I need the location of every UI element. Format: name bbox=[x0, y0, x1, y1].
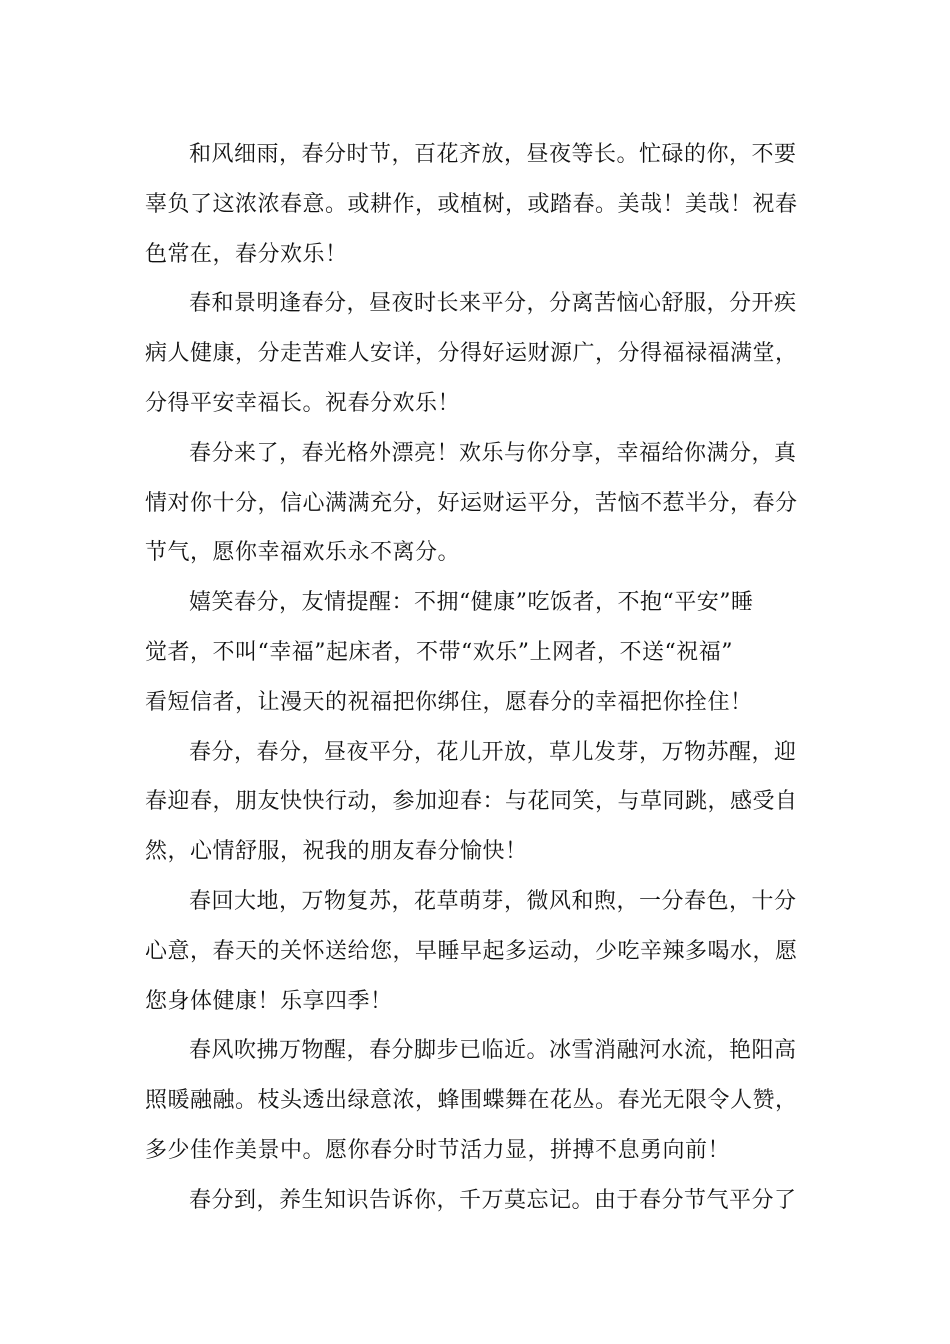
paragraph-line: 辜负了这浓浓春意。或耕作，或植树，或踏春。美哉！美哉！祝春 bbox=[145, 191, 798, 217]
paragraph-line: 觉者，不叫“幸福”起床者，不带“欢乐”上网者，不送“祝福” bbox=[145, 639, 733, 665]
paragraph-line: 情对你十分，信心满满充分，好运财运平分，苦恼不惹半分，春分 bbox=[145, 490, 798, 516]
paragraph bbox=[145, 1176, 807, 1226]
paragraph bbox=[145, 130, 807, 279]
paragraph-line: 心意，春天的关怀送给您，早睡早起多运动，少吃辛辣多喝水，愿 bbox=[145, 938, 798, 964]
paragraph-line: 然，心情舒服，祝我的朋友春分愉快！ bbox=[145, 839, 528, 865]
paragraph-line: 色常在，春分欢乐！ bbox=[145, 241, 348, 267]
paragraph-line: 春迎春，朋友快快行动，参加迎春：与花同笑，与草同跳，感受自 bbox=[145, 789, 798, 815]
paragraph-line: 春和景明逢春分，昼夜时长来平分，分离苦恼心舒服，分开疾 bbox=[189, 291, 797, 317]
paragraph-line: 春回大地，万物复苏，花草萌芽，微风和煦，一分春色，十分 bbox=[189, 888, 797, 914]
paragraph bbox=[145, 578, 807, 727]
paragraph bbox=[145, 279, 807, 428]
paragraph-line: 您身体健康！乐享四季！ bbox=[145, 988, 393, 1014]
paragraph bbox=[145, 877, 807, 1026]
paragraph-line: 节气，愿你幸福欢乐永不离分。 bbox=[145, 540, 461, 566]
paragraph-line: 多少佳作美景中。愿你春分时节活力显，拼搏不息勇向前！ bbox=[145, 1137, 731, 1163]
paragraph-line: 春风吹拂万物醒，春分脚步已临近。冰雪消融河水流，艳阳高 bbox=[189, 1038, 797, 1064]
paragraph-line: 和风细雨，春分时节，百花齐放，昼夜等长。忙碌的你，不要 bbox=[189, 142, 797, 167]
paragraph bbox=[145, 728, 807, 877]
document-body bbox=[145, 130, 807, 1226]
paragraph-line: 春分，春分，昼夜平分，花儿开放，草儿发芽，万物苏醒，迎 bbox=[189, 739, 797, 765]
paragraph-line: 分得平安幸福长。祝春分欢乐！ bbox=[145, 390, 461, 416]
paragraph bbox=[145, 1026, 807, 1175]
paragraph bbox=[145, 429, 807, 578]
paragraph-line: 嬉笑春分，友情提醒：不拥“健康”吃饭者，不抱“平安”睡 bbox=[189, 590, 754, 616]
paragraph-line: 病人健康，分走苦难人安详，分得好运财源广，分得福禄福满堂， bbox=[145, 341, 798, 367]
paragraph-line: 看短信者，让漫天的祝福把你绑住，愿春分的幸福把你拴住！ bbox=[145, 689, 753, 715]
paragraph-line: 春分来了，春光格外漂亮！欢乐与你分享，幸福给你满分，真 bbox=[189, 440, 797, 466]
paragraph-line: 照暖融融。枝头透出绿意浓，蜂围蝶舞在花丛。春光无限令人赞， bbox=[145, 1088, 798, 1114]
paragraph-line: 春分到，养生知识告诉你，千万莫忘记。由于春分节气平分了 bbox=[189, 1187, 797, 1213]
